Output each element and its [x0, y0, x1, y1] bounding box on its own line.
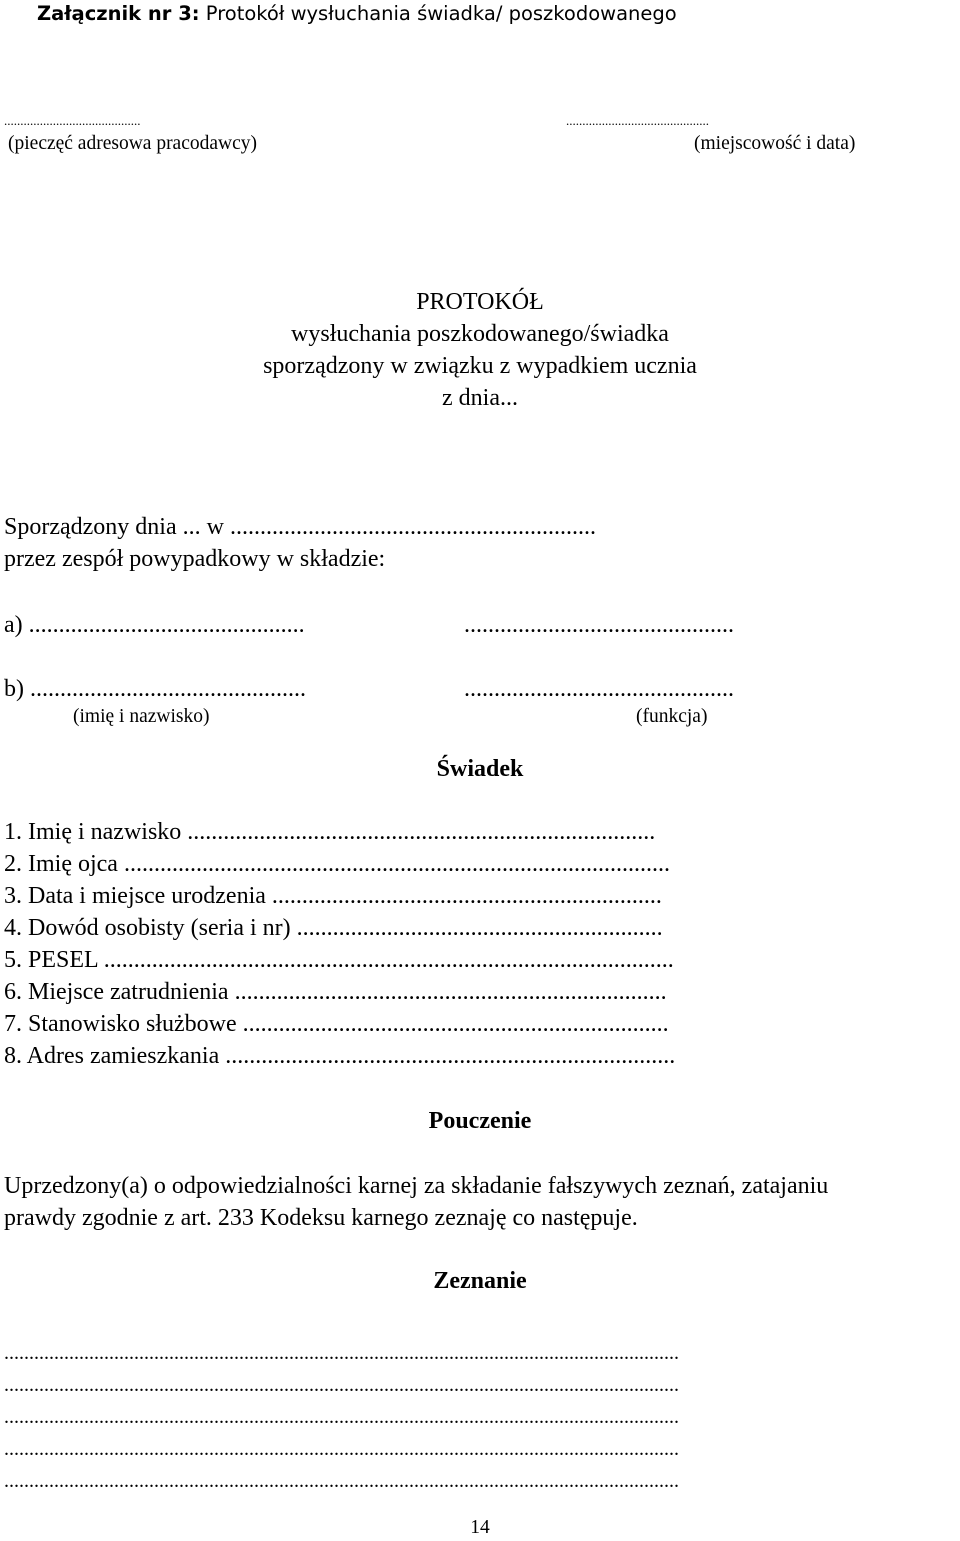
testimony-line: ....................................................................................................................................... [4, 1438, 679, 1460]
field-workplace: 6. Miejsce zatrudnienia ........................................................................ [4, 979, 667, 1005]
field-address: 8. Adres zamieszkania ........................................................................... [4, 1043, 676, 1069]
testimony-line: ....................................................................................................................................... [4, 1342, 679, 1364]
testimony-line: ....................................................................................................................................... [4, 1406, 679, 1428]
team-member-b-role: ............................................. [464, 676, 734, 702]
team-member-a-name: a) .............................................. [4, 612, 305, 638]
field-birth-date-place: 3. Data i miejsce urodzenia ................................................................. [4, 883, 662, 909]
field-full-name: 1. Imię i nazwisko .............................................................................. [4, 819, 656, 845]
witness-heading: Świadek [436, 756, 524, 782]
testimony-line: ....................................................................................................................................... [4, 1374, 679, 1396]
field-pesel: 5. PESEL ............................................................................................... [4, 947, 674, 973]
testimony-line: ....................................................................................................................................... [4, 1470, 679, 1492]
protocol-title-line3: sporządzony w związku z wypadkiem ucznia [263, 353, 697, 379]
instruction-line1: Uprzedzony(a) o odpowiedzialności karnej za składanie fałszywych zeznań, zatajaniu [4, 1173, 829, 1199]
protocol-title-line1: PROTOKÓŁ [416, 289, 544, 315]
composed-team-intro: przez zespół powypadkowy w składzie: [4, 546, 386, 572]
document-header [37, 2, 677, 25]
field-position: 7. Stanowisko służbowe ....................................................................... [4, 1011, 669, 1037]
composed-date-place: Sporządzony dnia ... w ... [4, 514, 248, 540]
field-id-card: 4. Dowód osobisty (seria i nr) ............................................................. [4, 915, 663, 941]
attachment-number: Załącznik nr 3: [37, 2, 200, 25]
composed-dots: .......................................................... [247, 514, 596, 540]
page-number: 14 [470, 1517, 490, 1538]
protocol-title-line4: z dnia... [442, 385, 518, 411]
instruction-line2: prawdy zgodnie z art. 233 Kodeksu karnego zeznaję co następuje. [4, 1205, 638, 1231]
composed-line [4, 514, 596, 541]
attachment-title: Protokół wysłuchania świadka/ poszkodowanego [199, 2, 677, 25]
protocol-title-line2: wysłuchania poszkodowanego/świadka [291, 321, 669, 347]
team-member-a-role: ............................................. [464, 612, 734, 638]
role-caption: (funkcja) [636, 706, 708, 727]
witness-fields [4, 816, 675, 1072]
stamp-caption: (pieczęć adresowa pracodawcy) [8, 133, 258, 154]
place-date-caption: (miejscowość i data) [694, 133, 856, 154]
testimony-lines [4, 1337, 679, 1497]
protocol-title [0, 286, 960, 414]
place-date-dots: ............................................ [566, 113, 709, 128]
instruction-heading: Pouczenie [428, 1108, 532, 1134]
testimony-heading: Zeznanie [433, 1268, 527, 1294]
stamp-dots: .......................................... [4, 113, 141, 128]
name-caption: (imię i nazwisko) [73, 706, 210, 727]
team-member-b-name: b) .............................................. [4, 676, 306, 702]
field-father-name: 2. Imię ojca ........................................................................................... [4, 851, 670, 877]
